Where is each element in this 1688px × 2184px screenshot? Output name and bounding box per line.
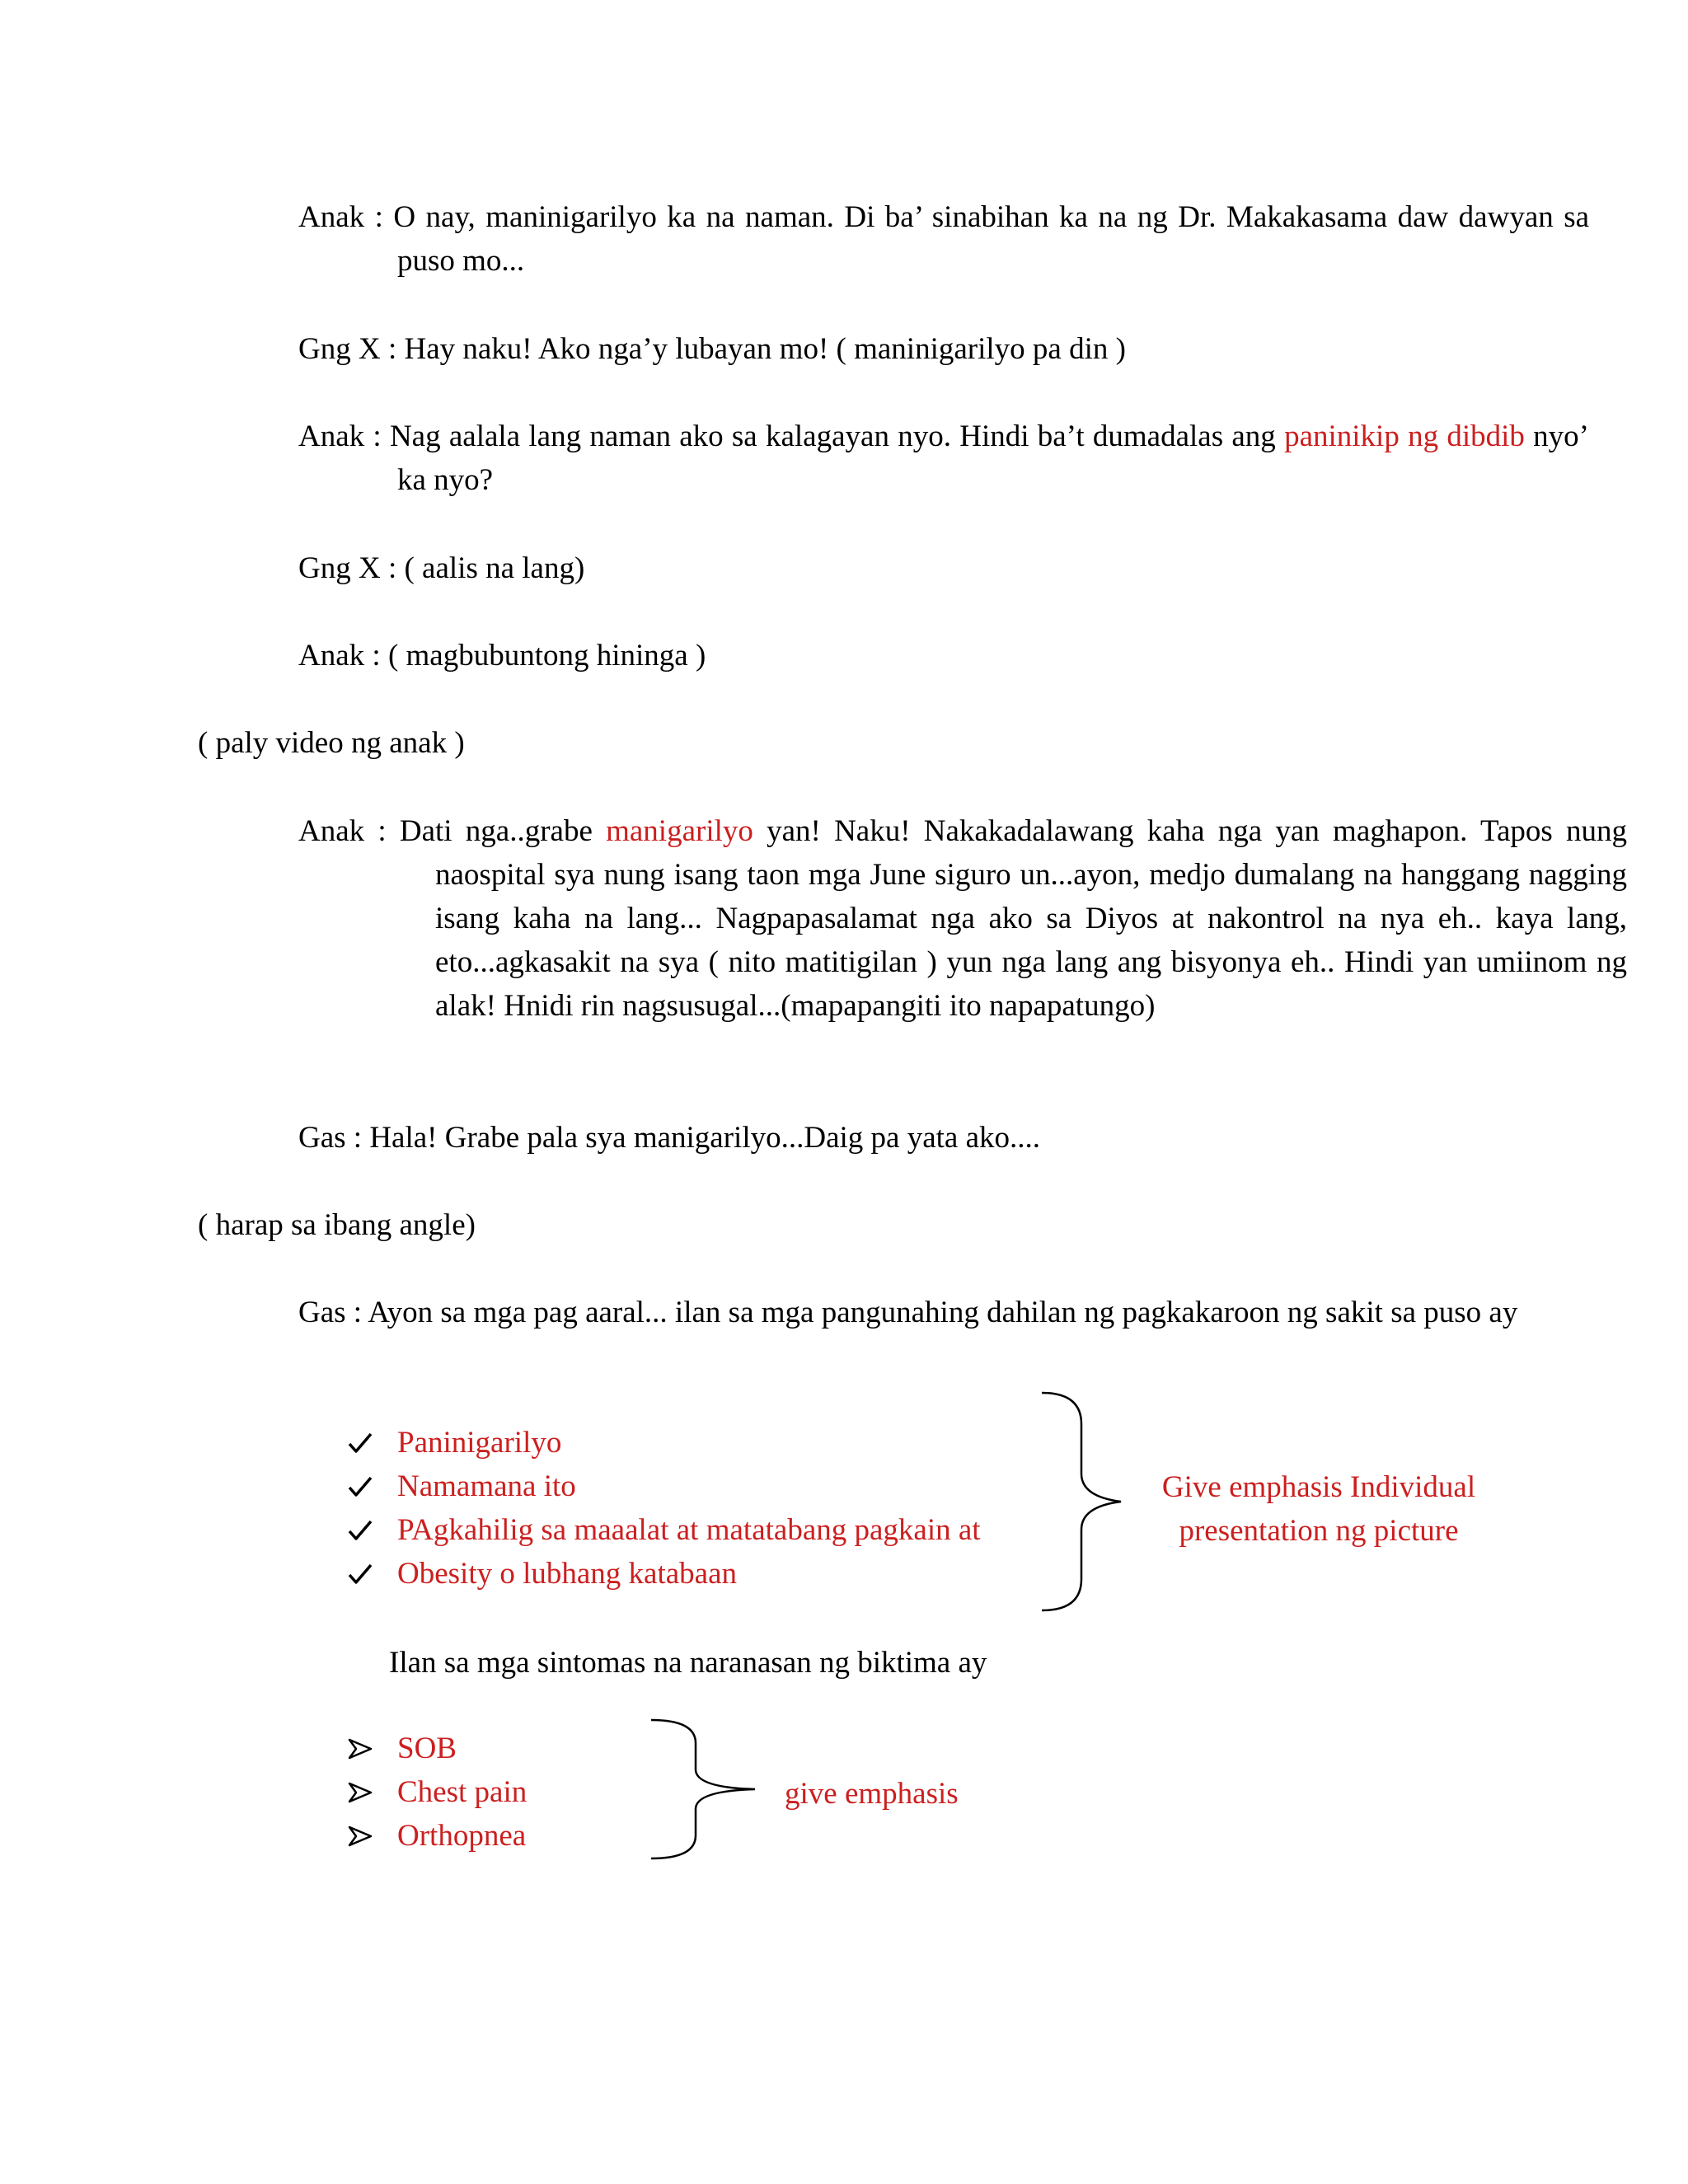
- arrowhead-icon: [348, 1825, 373, 1847]
- dialogue-gngx-2: [298, 546, 584, 591]
- dialogue-text: yan! Naku! Nakakadalawang kaha nga yan maghapon. Tapos nung naospital sya nung isang taon mga June siguro un...ayon, medjo dumalang na hanggang nagging isang kaha na lang... Nagpapasalamat nga ako sa Diyos at nakontrol na nya eh.. kaya lang, eto...agkasakit na sya ( nito matitigilan ) yun nga lang ang bisyonya eh.. Hindi yan umiinom ng alak! Hnidi rin nagsusugal...(mapapangiti ito napapatungo): [435, 814, 1628, 1023]
- dialogue-anak-3: [298, 634, 706, 678]
- speaker-label: Gas :: [298, 1121, 363, 1155]
- dialogue-text: ( magbubuntong hininga ): [387, 639, 706, 673]
- highlight-text: manigarilyo: [606, 814, 753, 848]
- note-line: Give emphasis Individual: [1161, 1470, 1476, 1504]
- dialogue-text: O nay, maninigarilyo ka na naman. Di ba’ sinabihan ka na ng Dr. Makakasama daw dawyan sa puso mo...: [393, 200, 1590, 278]
- right-brace-icon: [1040, 1391, 1123, 1612]
- checkmark-icon: [348, 1476, 373, 1497]
- arrowhead-icon: [348, 1738, 373, 1760]
- highlight-text: paninikip ng dibdib: [1284, 419, 1525, 453]
- dialogue-text: Dati nga..grabe: [399, 814, 593, 848]
- note-line: presentation ng picture: [1179, 1514, 1459, 1548]
- dialogue-gas-1: [298, 1116, 1040, 1160]
- checkmark-icon: [348, 1432, 373, 1454]
- dialogue-anak-1: [298, 195, 1589, 283]
- speaker-label: Gng X :: [298, 332, 397, 366]
- stage-direction: ( paly video ng anak ): [198, 726, 465, 760]
- emphasis-note: [1137, 1465, 1500, 1553]
- dialogue-text: Nag aalala lang naman ako sa kalagayan nyo. Hindi ba’t dumadalas ang: [389, 419, 1276, 453]
- cause-text: PAgkahilig sa maaalat at matatabang pagkain at: [397, 1513, 981, 1547]
- speaker-label: Gas :: [298, 1296, 363, 1329]
- symptom-text: Orthopnea: [397, 1819, 527, 1853]
- cause-text: Paninigarilyo: [397, 1426, 562, 1460]
- dialogue-text: Ayon sa mga pag aaral... ilan sa mga pangunahing dahilan ng pagkakaroon ng sakit sa puso ay: [368, 1296, 1518, 1329]
- right-brace-icon: [649, 1718, 757, 1860]
- arrowhead-icon: [348, 1782, 373, 1803]
- dialogue-text: Hay naku! Ako nga’y lubayan mo! ( maninigarilyo pa din ): [404, 332, 1126, 366]
- symptoms-intro: Ilan sa mga sintomas na naranasan ng biktima ay: [389, 1646, 987, 1680]
- dialogue-anak-video: [298, 809, 1627, 1028]
- dialogue-gas-2: [298, 1291, 1589, 1334]
- checkmark-icon: [348, 1563, 373, 1585]
- dialogue-text: Hala! Grabe pala sya manigarilyo...Daig pa yata ako....: [369, 1121, 1041, 1155]
- speaker-label: Gng X :: [298, 551, 397, 585]
- speaker-label: Anak :: [298, 419, 382, 453]
- dialogue-text: ( aalis na lang): [404, 551, 585, 585]
- cause-text: Obesity o lubhang katabaan: [397, 1557, 738, 1591]
- checkmark-icon: [348, 1520, 373, 1541]
- speaker-label: Anak :: [298, 200, 383, 234]
- dialogue-text: nyo’ ka nyo?: [397, 419, 1589, 497]
- symptom-text: Chest pain: [397, 1775, 528, 1809]
- dialogue-anak-2: [298, 415, 1589, 502]
- speaker-label: Anak :: [298, 639, 381, 673]
- emphasis-note: give emphasis: [785, 1777, 959, 1811]
- dialogue-gngx-1: [298, 327, 1126, 372]
- stage-direction: ( harap sa ibang angle): [198, 1208, 476, 1242]
- speaker-label: Anak :: [298, 814, 387, 848]
- symptom-text: SOB: [397, 1732, 457, 1765]
- cause-text: Namamana ito: [397, 1469, 576, 1503]
